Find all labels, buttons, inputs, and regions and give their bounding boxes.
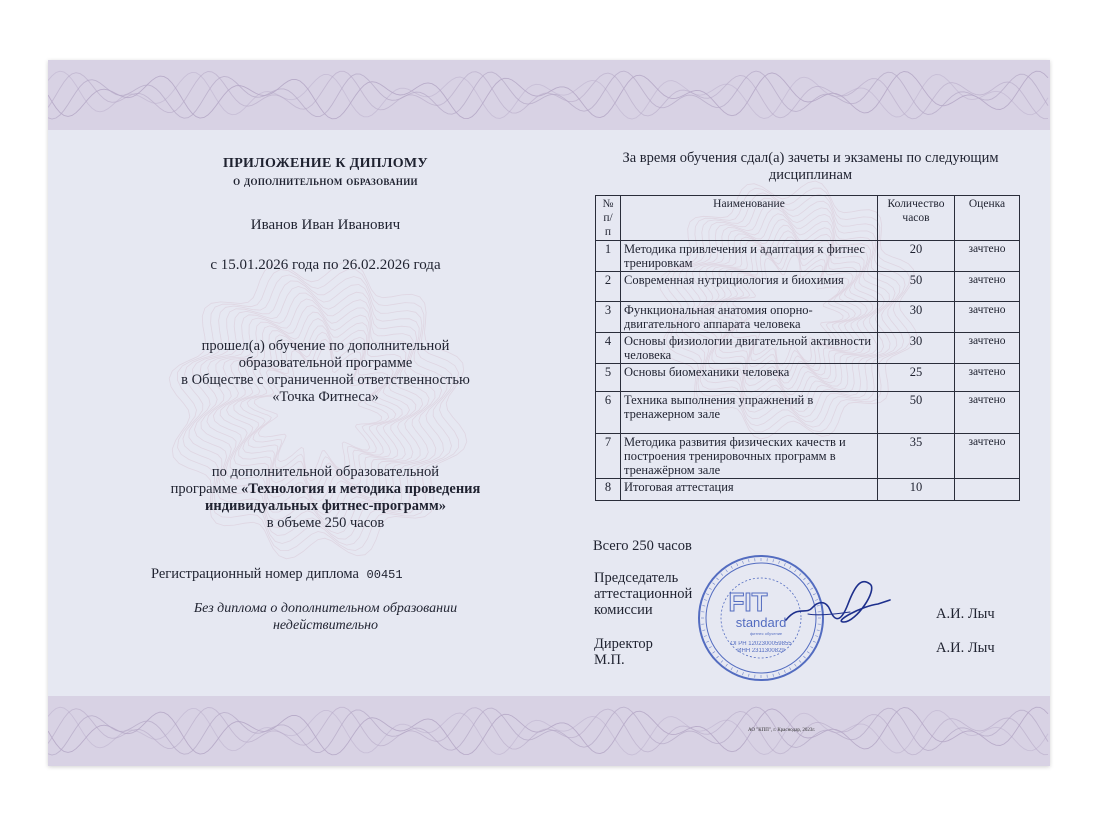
row-hours: 10 [878,479,955,501]
row-discipline: Методика привлечения и адаптация к фитнес тренировкам [621,241,878,272]
organization-name: «Точка Фитнеса» [272,389,379,405]
row-hours: 30 [878,302,955,333]
guilloche-band-bottom [48,696,1050,766]
diploma-appendix-sheet [48,60,1050,766]
row-number: 4 [596,333,621,364]
table-row [596,333,1020,364]
header-name: Наименование [621,196,878,241]
chair-name: А.И. Лыч [936,606,995,622]
row-number: 3 [596,302,621,333]
registration-number-row [151,566,403,583]
table-row [596,364,1020,392]
row-grade: зачтено [955,333,1020,364]
registration-number: 00451 [366,568,403,582]
program-statement [108,464,543,532]
director-label [594,636,653,668]
guilloche-band-top [48,60,1050,130]
stamp-ogrn: ОГРН 1202300059855 [730,641,792,647]
row-number: 6 [596,392,621,434]
stamp-logo-sub: standard [735,615,787,630]
row-discipline: Современная нутрициология и биохимия [621,272,878,302]
study-dates: с 15.01.2026 года по 26.02.2026 года [210,257,441,273]
row-number: 5 [596,364,621,392]
table-row [596,392,1020,434]
disciplines-table [595,195,1020,501]
disciplines-heading-line-1: За время обучения сдал(а) зачеты и экзамены по следующим [622,150,999,166]
program-name-line-1: «Технология и методика проведения [240,481,481,497]
director-label-line: Директор [594,636,653,652]
row-hours: 25 [878,364,955,392]
row-discipline: Основы физиологии двигательной активности человека [621,333,878,364]
registration-label: Регистрационный номер диплома [151,566,359,582]
completion-line: прошел(а) обучение по дополнительной [201,338,450,354]
row-grade: зачтено [955,302,1020,333]
row-number: 7 [596,434,621,479]
appendix-title: ПРИЛОЖЕНИЕ К ДИПЛОМУ [223,156,428,171]
header-grade: Оценка [955,196,1020,241]
holder-full-name: Иванов Иван Иванович [250,217,401,233]
completion-statement [118,338,533,406]
row-discipline: Основы биомеханики человека [621,364,878,392]
stamp-logo-main: FIT [728,587,768,617]
row-hours: 30 [878,333,955,364]
row-hours: 35 [878,434,955,479]
program-intro: по дополнительной образовательной [211,464,440,480]
chair-label-line: комиссии [594,602,653,618]
row-grade: зачтено [955,241,1020,272]
disciplines-heading-line-2: дисциплинам [768,167,853,183]
row-number: 1 [596,241,621,272]
chair-label-line: аттестационной [594,586,693,602]
table-row [596,434,1020,479]
completion-line: образовательной программе [238,355,413,371]
row-discipline: Методика развития физических качеств и построения тренировочных программ в тренажёрном зале [621,434,878,479]
row-grade: зачтено [955,434,1020,479]
row-hours: 20 [878,241,955,272]
appendix-subtitle: о дополнительном образовании [233,173,418,188]
stamp-logo-tag: фитнес обучение [749,631,783,636]
table-header-row [596,196,1020,241]
printer-imprint: АО "КПП", г. Краснодар, 2023г. [748,728,816,733]
table-row [596,479,1020,501]
row-grade: зачтено [955,392,1020,434]
row-discipline: Техника выполнения упражнений в тренажерном зале [621,392,878,434]
validity-note-line-1: Без диплома о дополнительном образовании [193,601,458,616]
validity-note-line-2: недействительно [272,618,379,633]
table-row [596,241,1020,272]
row-number: 8 [596,479,621,501]
completion-line: в Обществе с ограниченной ответственностью [181,372,470,388]
row-discipline: Функциональная анатомия опорно-двигательного аппарата человека [621,302,878,333]
chair-label-line: Председатель [594,570,679,586]
validity-note [128,600,523,634]
disciplines-heading [608,150,1013,184]
row-grade: зачтено [955,364,1020,392]
chair-signature [778,570,898,640]
row-grade: зачтено [955,272,1020,302]
row-number: 2 [596,272,621,302]
program-prefix: программе [170,481,241,497]
total-hours: Всего 250 часов [593,538,692,554]
header-hours: Количество часов [878,196,955,241]
header-number: № п/ п [596,196,621,241]
row-hours: 50 [878,392,955,434]
row-grade [955,479,1020,501]
chair-label [594,570,692,618]
table-row [596,302,1020,333]
row-discipline: Итоговая аттестация [621,479,878,501]
program-name-line-2: индивидуальных фитнес-программ» [204,498,447,514]
seal-place-label: М.П. [594,652,625,668]
director-name: А.И. Лыч [936,640,995,656]
program-volume: в объеме 250 часов [266,515,385,531]
table-row [596,272,1020,302]
stamp-inn: ИНН 2311300829 [737,648,785,654]
row-hours: 50 [878,272,955,302]
